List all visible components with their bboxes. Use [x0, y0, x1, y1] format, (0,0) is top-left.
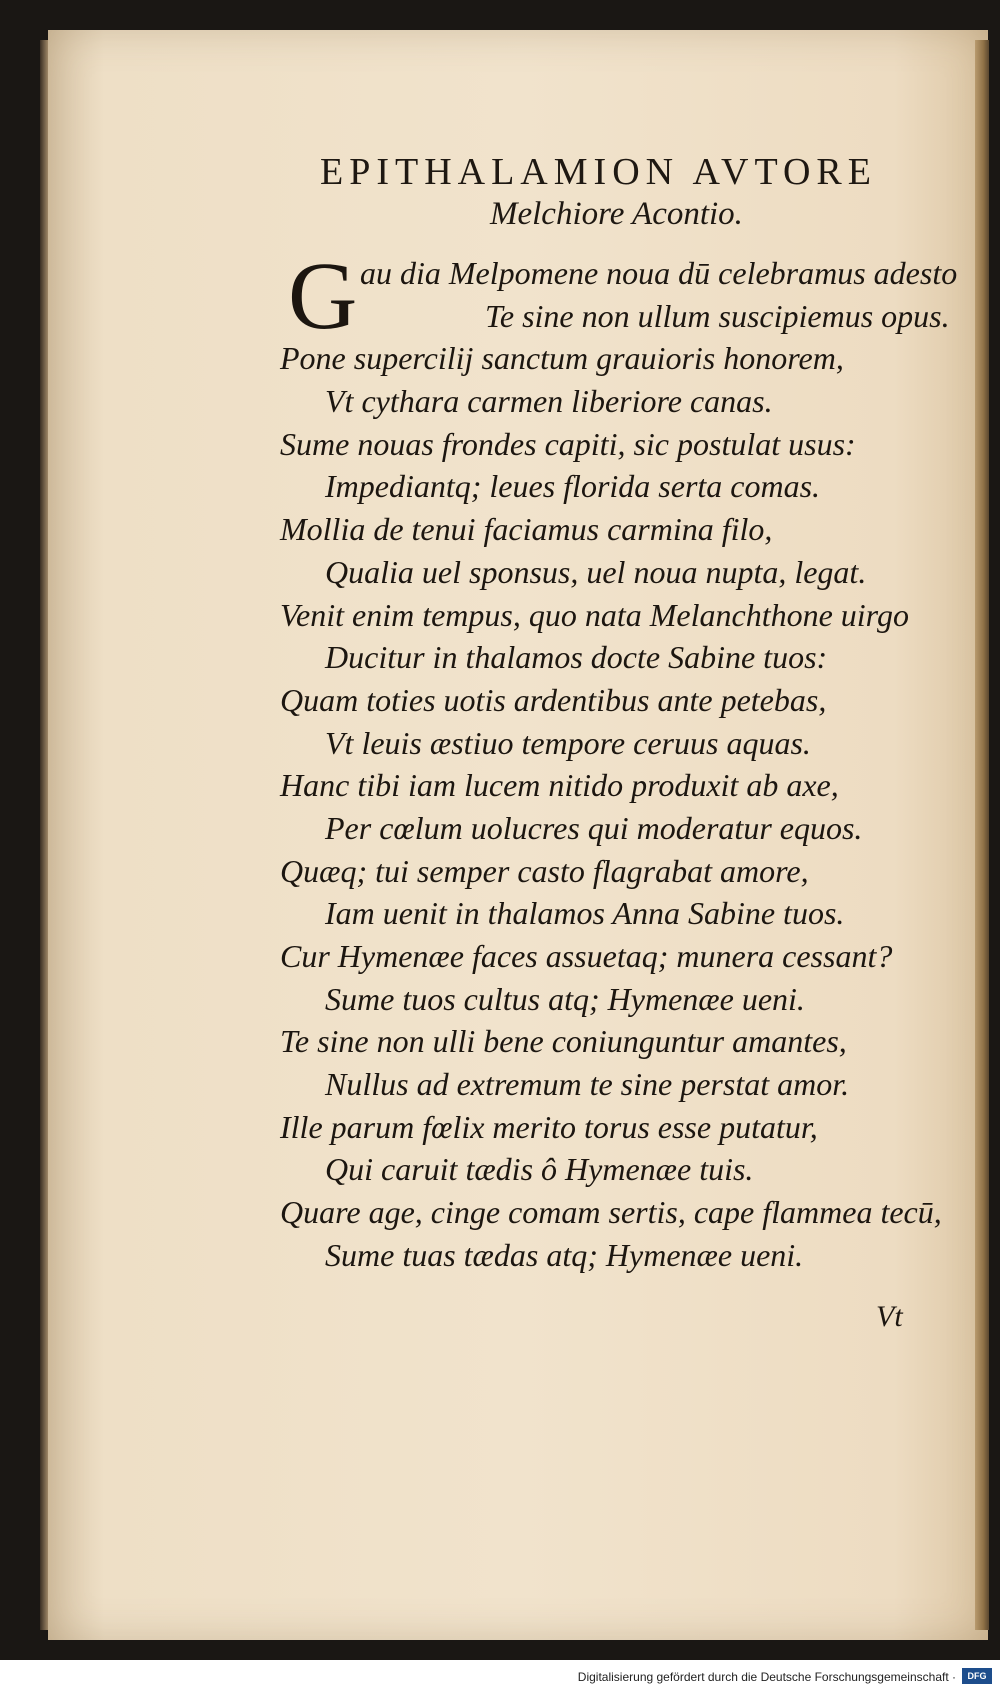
- poem-opening: [280, 252, 970, 337]
- drop-capital: G: [288, 242, 358, 349]
- poem-line: Venit enim tempus, quo nata Melanchthone uirgo: [280, 596, 909, 633]
- poem-line: Mollia de tenui faciamus carmina filo,: [280, 511, 773, 548]
- poem-body: [280, 337, 970, 1276]
- poem-line: Cur Hymenæe faces assuetaq; munera cessant?: [280, 938, 893, 974]
- poem-line: Pone supercilij sanctum grauioris honorem,: [280, 340, 844, 377]
- dfg-logo: DFG: [962, 1668, 992, 1684]
- poem-line: Te sine non ulli bene coniunguntur amantes,: [280, 1023, 847, 1060]
- poem-line: Te sine non ullum suscipiemus opus.: [485, 297, 950, 334]
- catchword: Vt: [876, 1300, 903, 1333]
- poem-line: Sume nouas frondes capiti, sic postulat usus:: [280, 425, 856, 462]
- poem-line: au dia Melpomene noua dū celebramus adesto: [360, 255, 958, 291]
- poem-line: Vt cythara carmen liberiore canas.: [325, 383, 773, 420]
- footer-bar: [0, 1660, 1000, 1694]
- poem-text: [280, 252, 970, 1277]
- poem-line: Qualia uel sponsus, uel noua nupta, legat.: [325, 553, 867, 590]
- poem-line: Ducitur in thalamos docte Sabine tuos:: [325, 639, 828, 676]
- poem-line: Quare age, cinge comam sertis, cape flammea tecū,: [280, 1194, 942, 1231]
- poem-line: Ille parum fœlix merito torus esse putatur,: [280, 1108, 818, 1145]
- poem-line: Per cœlum uolucres qui moderatur equos.: [325, 809, 863, 846]
- page-heading: EPITHALAMION AVTORE: [320, 151, 877, 193]
- poem-line: Vt leuis æstiuo tempore ceruus aquas.: [325, 724, 811, 761]
- author-line: Melchiore Acontio.: [490, 196, 743, 232]
- page-edge: [975, 40, 989, 1630]
- poem-line: Impediantq; leues florida serta comas.: [325, 468, 821, 505]
- poem-line: Hanc tibi iam lucem nitido produxit ab axe,: [280, 767, 839, 804]
- poem-line: Quæq; tui semper casto flagrabat amore,: [280, 852, 809, 889]
- funding-notice: Digitalisierung gefördert durch die Deutsche Forschungsgemeinschaft ·: [577, 1670, 956, 1684]
- poem-line: Sume tuas tædas atq; Hymenæe ueni.: [325, 1236, 804, 1273]
- poem-line: Quam toties uotis ardentibus ante petebas,: [280, 681, 827, 718]
- poem-line: Qui caruit tædis ô Hymenæe tuis.: [325, 1151, 754, 1188]
- poem-line: Sume tuos cultus atq; Hymenæe ueni.: [325, 980, 805, 1017]
- poem-line: Nullus ad extremum te sine perstat amor.: [325, 1066, 850, 1103]
- poem-line: Iam uenit in thalamos Anna Sabine tuos.: [325, 895, 845, 932]
